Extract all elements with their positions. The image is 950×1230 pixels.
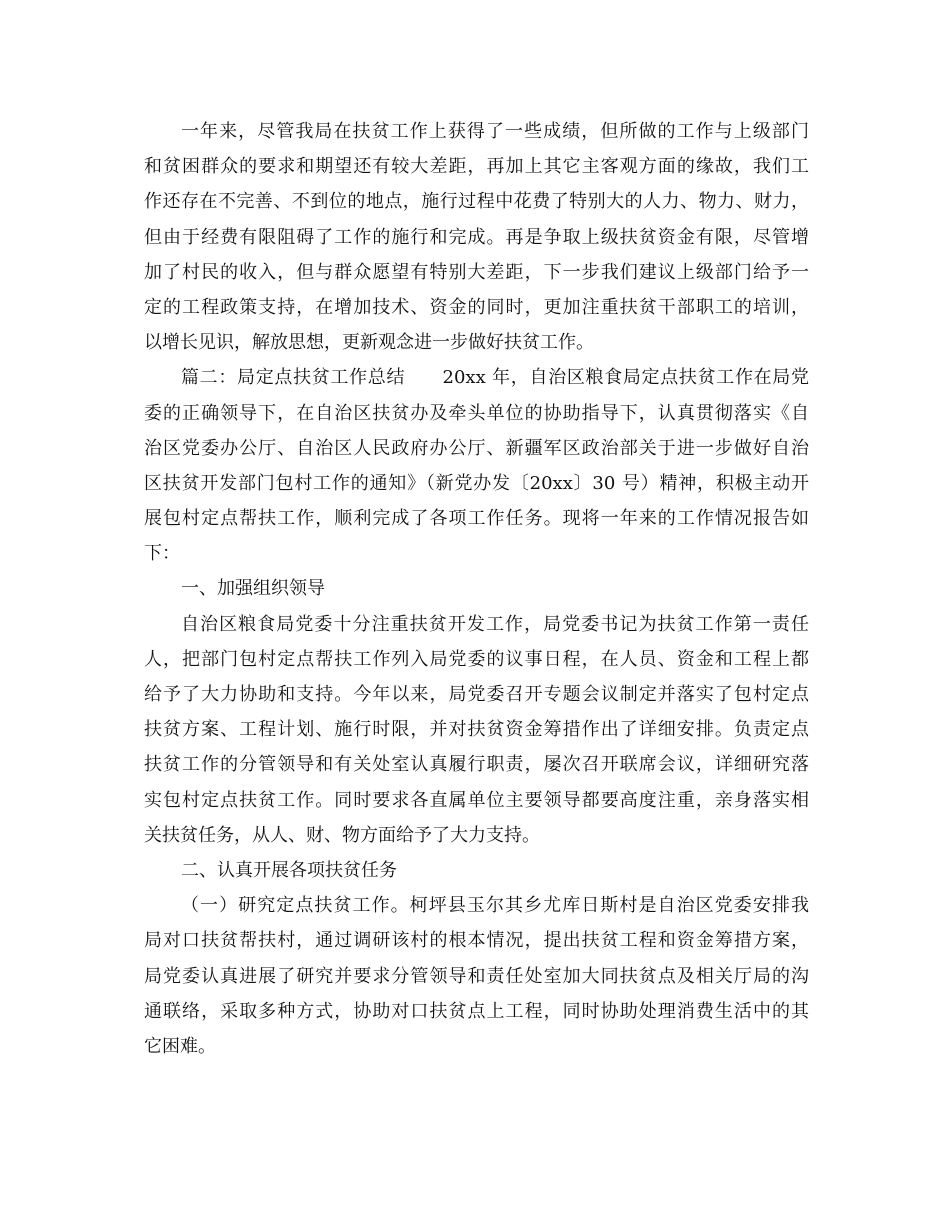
section-title-line: 篇二：局定点扶贫工作总结 20xx 年，自治区粮食局定点扶贫工作在局党 xyxy=(181,367,809,389)
paragraph-line: 作还存在不完善、不到位的地点，施行过程中花费了特别大的人力、物力、财力， xyxy=(144,191,809,213)
paragraph-line: 关扶贫任务，从人、财、物方面给予了大力支持。 xyxy=(144,824,540,846)
paragraph-line: （一）研究定点扶贫工作。柯坪县玉尔其乡尤库日斯村是自治区党委安排我 xyxy=(181,895,809,917)
paragraph-line: 但由于经费有限阻碍了工作的施行和完成。再是争取上级扶贫资金有限，尽管增 xyxy=(144,226,809,248)
paragraph-line: 给予了大力协助和支持。今年以来，局党委召开专题会议制定并落实了包村定点 xyxy=(144,684,809,705)
paragraph-line: 加了村民的收入，但与群众愿望有特别大差距，下一步我们建议上级部门给予一 xyxy=(144,261,809,283)
paragraph-line: 一年来，尽管我局在扶贫工作上获得了一些成绩，但所做的工作与上级部门 xyxy=(181,121,809,142)
paragraph-line: 治区党委办公厅、自治区人民政府办公厅、新疆军区政治部关于进一步做好自治 xyxy=(144,437,809,459)
paragraph-line: 以增长见识，解放思想，更新观念进一步做好扶贫工作。 xyxy=(144,332,594,354)
paragraph-line: 人，把部门包村定点帮扶工作列入局党委的议事日程，在人员、资金和工程上都 xyxy=(144,648,809,670)
paragraph-line: 扶贫方案、工程计划、施行时限，并对扶贫资金筹措作出了详细安排。负责定点 xyxy=(144,719,809,741)
paragraph-line: 自治区粮食局党委十分注重扶贫开发工作，局党委书记为扶贫工作第一责任 xyxy=(181,613,809,635)
paragraph-line: 它困难。 xyxy=(144,1035,216,1057)
paragraph-line: 区扶贫开发部门包村工作的通知》（新党办发〔20xx〕30 号）精神，积极主动开 xyxy=(144,472,809,494)
paragraph-line: 定的工程政策支持，在增加技术、资金的同时，更加注重扶贫干部职工的培训， xyxy=(144,296,809,318)
paragraph-line: 委的正确领导下，在自治区扶贫办及牵头单位的协助指导下，认真贯彻落实《自 xyxy=(144,402,809,424)
paragraph-line: 和贫困群众的要求和期望还有较大差距，再加上其它主客观方面的缘故，我们工 xyxy=(144,156,809,178)
paragraph-line: 局对口扶贫帮扶村，通过调研该村的根本情况，提出扶贫工程和资金筹措方案， xyxy=(144,930,809,952)
heading-1: 一、加强组织领导 xyxy=(181,578,325,600)
paragraph-line: 实包村定点扶贫工作。同时要求各直属单位主要领导都要高度注重，亲身落实相 xyxy=(144,789,809,811)
heading-2: 二、认真开展各项扶贫任务 xyxy=(181,859,397,881)
paragraph-line: 展包村定点帮扶工作，顺利完成了各项工作任务。现将一年来的工作情况报告如 xyxy=(144,508,809,530)
paragraph-line: 局党委认真进展了研究并要求分管领导和责任处室加大同扶贫点及相关厅局的沟 xyxy=(144,965,809,987)
paragraph-line: 扶贫工作的分管领导和有关处室认真履行职责，屡次召开联席会议，详细研究落 xyxy=(144,754,809,776)
paragraph-line: 通联络，采取多种方式，协助对口扶贫点上工程，同时协助处理消费生活中的其 xyxy=(144,1000,809,1022)
paragraph-line: 下： xyxy=(144,543,180,565)
document-body xyxy=(144,114,809,1064)
